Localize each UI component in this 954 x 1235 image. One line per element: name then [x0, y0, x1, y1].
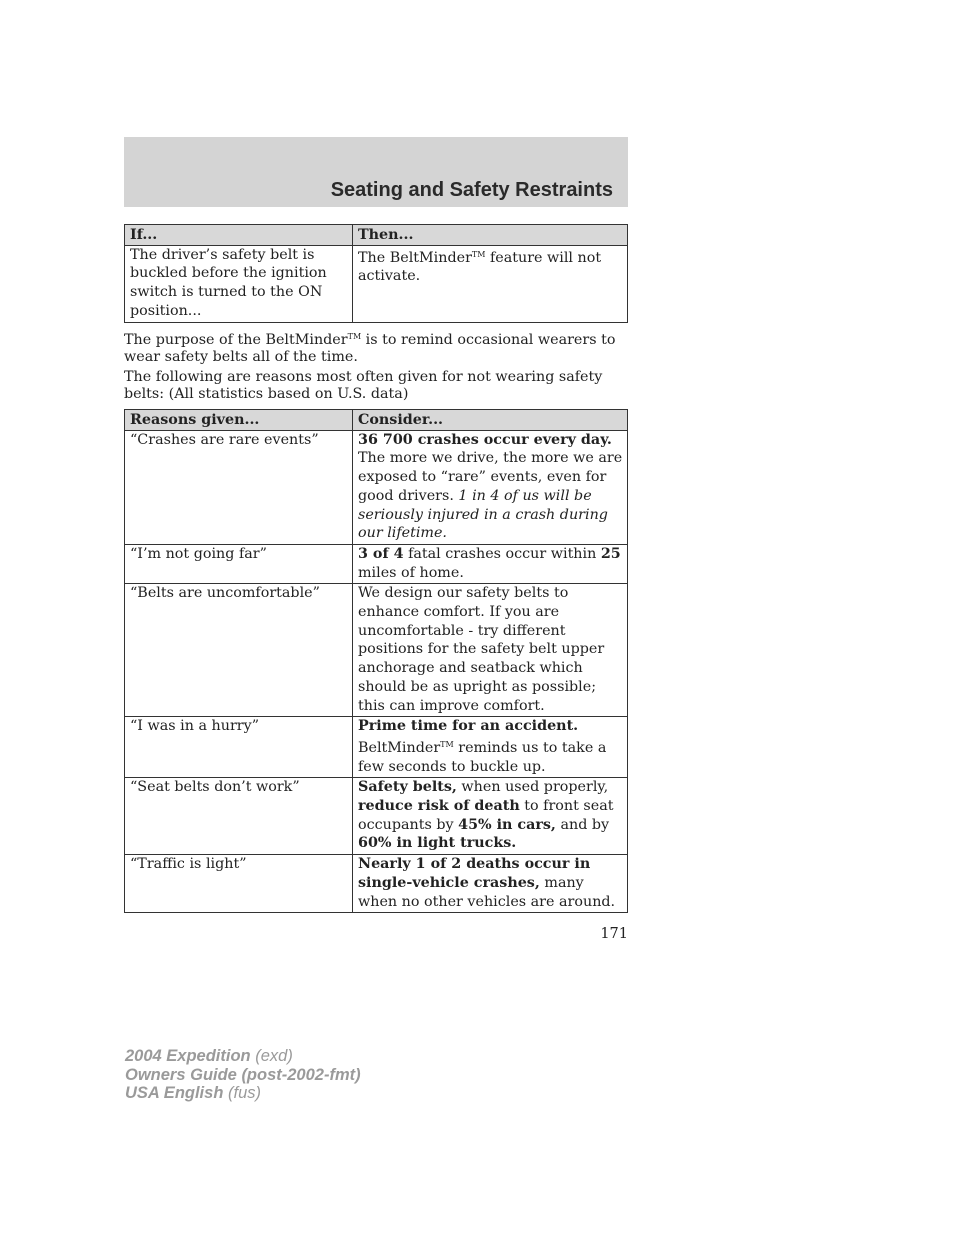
- purpose-paragraph: The purpose of the BeltMinder™ is to remind occasional wearers to wear safety belts all of the time.: [124, 332, 616, 365]
- table-row: [125, 430, 628, 544]
- footer-line-language: USA English (fus): [125, 1084, 261, 1103]
- reasons-intro-paragraph: The following are reasons most often given for not wearing safety belts: (All statistics based on U.S. data): [124, 369, 603, 402]
- consider-cell: 3 of 4 fatal crashes occur within 25 miles of home.: [353, 544, 628, 583]
- reason-cell: “Seat belts don’t work”: [125, 778, 353, 855]
- table-row: [125, 245, 628, 322]
- table-row: [125, 544, 628, 583]
- document-footer: [125, 1047, 361, 1103]
- consider-cell: Prime time for an accident. BeltMinder™ reminds us to take a few seconds to buckle up.: [353, 717, 628, 778]
- reason-cell: “Belts are uncomfortable”: [125, 584, 353, 717]
- table-header-row: [125, 225, 628, 246]
- trademark-mark: TM: [471, 249, 486, 259]
- consider-column-header: Consider...: [353, 410, 628, 431]
- then-column-header: Then...: [353, 225, 628, 246]
- table-row: [125, 717, 628, 778]
- consider-cell: 36 700 crashes occur every day. The more we drive, the more we are exposed to “rare” events, even for good drivers. 1 in 4 of us will be seriously injured in a crash during our lifetime.: [353, 430, 628, 544]
- reason-cell: “Traffic is light”: [125, 855, 353, 913]
- reason-cell: “Crashes are rare events”: [125, 430, 353, 544]
- trademark-mark: TM: [440, 739, 454, 749]
- section-header-band: [124, 137, 628, 207]
- trademark-mark: TM: [347, 332, 362, 341]
- reason-cell: “I’m not going far”: [125, 544, 353, 583]
- beltminder-activation-table: [124, 224, 628, 323]
- reason-cell: “I was in a hurry”: [125, 717, 353, 778]
- then-cell: The BeltMinder™ feature will not activate.: [353, 245, 628, 322]
- consider-cell: We design our safety belts to enhance comfort. If you are uncomfortable - try different positions for the safety belt upper anchorage and seatback which should be as upright as possible; this can improve comfort.: [353, 584, 628, 717]
- if-column-header: If...: [125, 225, 353, 246]
- table-row: [125, 778, 628, 855]
- table-row: [125, 855, 628, 913]
- footer-line-guide: Owners Guide (post-2002-fmt): [125, 1065, 361, 1084]
- reasons-table: [124, 409, 628, 913]
- table-header-row: [125, 410, 628, 431]
- reasons-column-header: Reasons given...: [125, 410, 353, 431]
- section-title: Seating and Safety Restraints: [330, 179, 613, 201]
- page-number: 171: [600, 926, 628, 942]
- if-cell: The driver’s safety belt is buckled before the ignition switch is turned to the ON position...: [125, 245, 353, 322]
- consider-cell: Safety belts, when used properly, reduce risk of death to front seat occupants by 45% in cars, and by 60% in light trucks.: [353, 778, 628, 855]
- consider-cell: Nearly 1 of 2 deaths occur in single-vehicle crashes, many when no other vehicles are around.: [353, 855, 628, 913]
- footer-line-model: 2004 Expedition (exd): [125, 1047, 293, 1065]
- table-row: [125, 584, 628, 717]
